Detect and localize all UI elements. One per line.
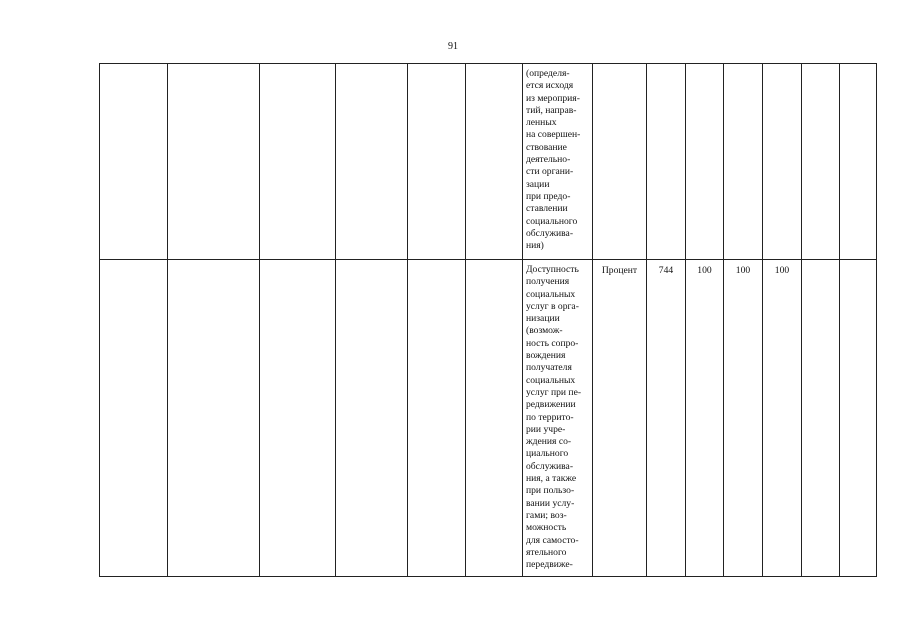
unit-cell xyxy=(593,64,647,260)
table-row xyxy=(100,260,877,577)
table-cell xyxy=(802,260,840,577)
description-line: социальных xyxy=(526,374,576,386)
description-line: циального xyxy=(526,448,569,460)
table-cell xyxy=(168,64,260,260)
table-cell xyxy=(100,260,168,577)
description-line: ленных xyxy=(526,117,557,129)
description-line: из мероприя- xyxy=(526,92,580,104)
description-line: ставлении xyxy=(526,203,568,215)
table-cell xyxy=(168,260,260,577)
description-line: зации xyxy=(526,178,550,190)
table-cell xyxy=(466,260,523,577)
description-line: услуг в орга- xyxy=(526,300,579,312)
description-line: для самосто- xyxy=(526,534,579,546)
description-line: можность xyxy=(526,522,567,534)
code-cell xyxy=(647,64,686,260)
description-line: получения xyxy=(526,276,570,288)
table-cell xyxy=(336,64,408,260)
description-line: Доступность xyxy=(526,264,579,275)
description-line: по террито- xyxy=(526,411,574,423)
table-row xyxy=(100,64,877,260)
description-line: получателя xyxy=(526,362,572,374)
description-line: низации xyxy=(526,313,560,325)
description-line: рии учре- xyxy=(526,423,566,435)
value-cell: 100 xyxy=(686,260,724,577)
description-line: ется исходя xyxy=(526,80,574,92)
description-line: тий, направ- xyxy=(526,104,577,116)
description-line: социального xyxy=(526,215,578,227)
description-line: ния, а также xyxy=(526,473,577,485)
description-line: обслужива- xyxy=(526,460,574,472)
description-line: (возмож- xyxy=(526,325,563,337)
description-line: при пользо- xyxy=(526,485,575,497)
table-cell xyxy=(802,64,840,260)
description-line: вождения xyxy=(526,350,566,362)
value-cell xyxy=(686,64,724,260)
table-cell xyxy=(466,64,523,260)
description-line: деятельно- xyxy=(526,154,571,166)
description-line: ность сопро- xyxy=(526,337,579,349)
indicator-description xyxy=(523,64,593,260)
value-cell: 100 xyxy=(763,260,802,577)
description-line: услуг при пе- xyxy=(526,386,582,398)
indicator-description xyxy=(523,260,593,577)
page-number: 91 xyxy=(448,41,458,52)
description-line: социальных xyxy=(526,288,576,300)
description-line: ствование xyxy=(526,141,567,153)
value-cell xyxy=(724,64,763,260)
description-line: при предо- xyxy=(526,190,571,202)
description-line: на совершен- xyxy=(526,129,581,141)
code-cell: 744 xyxy=(647,260,686,577)
description-line: (определя- xyxy=(526,68,570,79)
value-cell: 100 xyxy=(724,260,763,577)
description-line: ждения со- xyxy=(526,436,572,448)
table-cell xyxy=(100,64,168,260)
table-cell xyxy=(840,260,877,577)
description-line: сти органи- xyxy=(526,166,574,178)
table-cell xyxy=(408,64,466,260)
table-cell xyxy=(408,260,466,577)
unit-cell: Процент xyxy=(593,260,647,577)
table-cell xyxy=(840,64,877,260)
table-cell xyxy=(260,64,336,260)
description-line: гами; воз- xyxy=(526,509,567,521)
indicators-table xyxy=(99,63,877,577)
table-cell xyxy=(260,260,336,577)
description-line: обслужива- xyxy=(526,227,574,239)
value-cell xyxy=(763,64,802,260)
table-cell xyxy=(336,260,408,577)
description-line: вании услу- xyxy=(526,497,575,509)
description-line: передвиже- xyxy=(526,559,573,571)
description-line: ния) xyxy=(526,240,544,252)
description-line: ятельного xyxy=(526,546,567,558)
description-line: редвижении xyxy=(526,399,576,411)
